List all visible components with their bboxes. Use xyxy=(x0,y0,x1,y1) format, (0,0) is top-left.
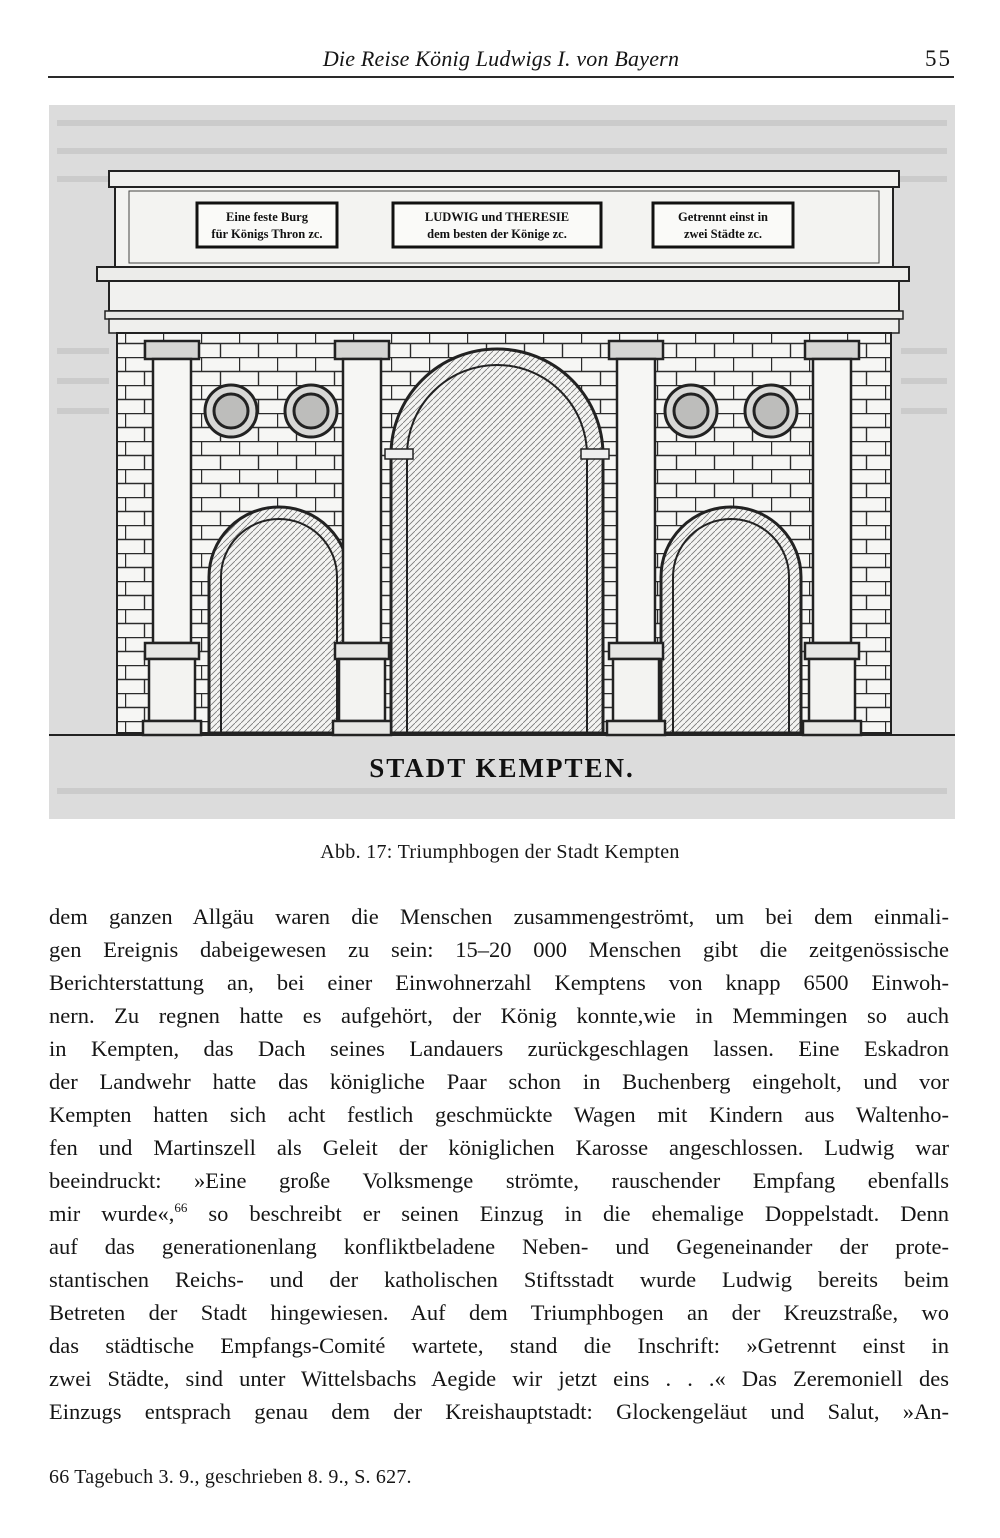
panel-center-line1: LUDWIG und THERESIE xyxy=(424,210,570,224)
body-line: Einzugs entsprach genau dem der Kreishauptstadt: Glockengeläut und Salut, »An- xyxy=(49,1399,949,1424)
panel-left-line1: Eine feste Burg xyxy=(226,210,308,224)
panel-left-line2: für Königs Thron zc. xyxy=(211,227,323,241)
body-line: dem ganzen Allgäu waren die Menschen zusammengeströmt, um bei dem einmali- xyxy=(49,904,949,929)
figure-legend: STADT KEMPTEN. xyxy=(369,753,635,783)
body-line: auf das generationenlang konfliktbeladene Neben- und Gegeneinander der prote- xyxy=(49,1234,949,1259)
arch-illustration xyxy=(49,105,955,819)
panel-center-line2: dem besten der Könige zc. xyxy=(427,227,567,241)
footnote: 66 Tagebuch 3. 9., geschrieben 8. 9., S. 627. xyxy=(49,1466,412,1488)
figure-triumphal-arch xyxy=(49,105,955,819)
inscription-panel-right xyxy=(653,203,793,247)
body-line-segment: so beschreibt er seinen Einzug in die ehemalige Doppelstadt. Denn xyxy=(187,1201,949,1226)
running-head xyxy=(48,36,954,78)
body-line: fen und Martinszell als Geleit der königlichen Karosse angeschlossen. Ludwig war xyxy=(49,1135,949,1160)
body-line: Kempten hatten sich acht festlich geschmückte Wagen mit Kindern aus Waltenho- xyxy=(49,1102,949,1127)
inscription-panel-center xyxy=(393,203,601,247)
panel-right-line2: zwei Städte zc. xyxy=(683,227,763,241)
body-line-with-footnote xyxy=(49,1197,949,1230)
body-line: zwei Städte, sind unter Wittelsbachs Aegide wir jetzt eins . . .« Das Zeremoniell des xyxy=(49,1366,949,1391)
body-line: nern. Zu regnen hatte es aufgehört, der König konnte,wie in Memmingen so auch xyxy=(49,1003,949,1028)
page-number: 55 xyxy=(925,46,952,71)
body-line: der Landwehr hatte das königliche Paar schon in Buchenberg eingeholt, und vor xyxy=(49,1069,949,1094)
attic xyxy=(97,171,909,333)
figure-caption: Abb. 17: Triumphbogen der Stadt Kempten xyxy=(320,841,680,863)
footnote-marker: 66 xyxy=(174,1200,188,1215)
body-line: Betreten der Stadt hingewiesen. Auf dem Triumphbogen an der Kreuzstraße, wo xyxy=(49,1300,949,1325)
body-text xyxy=(49,900,949,1428)
body-line: stantischen Reichs- und der katholischen Stiftsstadt wurde Ludwig bereits beim xyxy=(49,1267,949,1292)
left-side-arch xyxy=(209,507,349,733)
body-line: in Kempten, das Dach seines Landauers zurückgeschlagen lassen. Eine Eskadron xyxy=(49,1036,949,1061)
right-side-arch xyxy=(661,507,801,733)
body-line-segment: mir wurde«, xyxy=(49,1201,175,1226)
running-title: Die Reise König Ludwigs I. von Bayern xyxy=(322,46,680,71)
panel-right-line1: Getrennt einst in xyxy=(677,210,769,224)
body-line: das städtische Empfangs-Comité wartete, stand die Inschrift: »Getrennt einst in xyxy=(49,1333,949,1358)
inscription-panel-left xyxy=(197,203,337,247)
body-line: gen Ereignis dabeigewesen zu sein: 15–20 000 Menschen gibt die zeitgenössische xyxy=(49,937,949,962)
central-arch xyxy=(385,349,609,733)
body-line: Berichterstattung an, bei einer Einwohnerzahl Kemptens von knapp 6500 Einwoh- xyxy=(49,970,949,995)
body-line: beeindruckt: »Eine große Volksmenge strömte, rauschender Empfang ebenfalls xyxy=(49,1168,949,1193)
